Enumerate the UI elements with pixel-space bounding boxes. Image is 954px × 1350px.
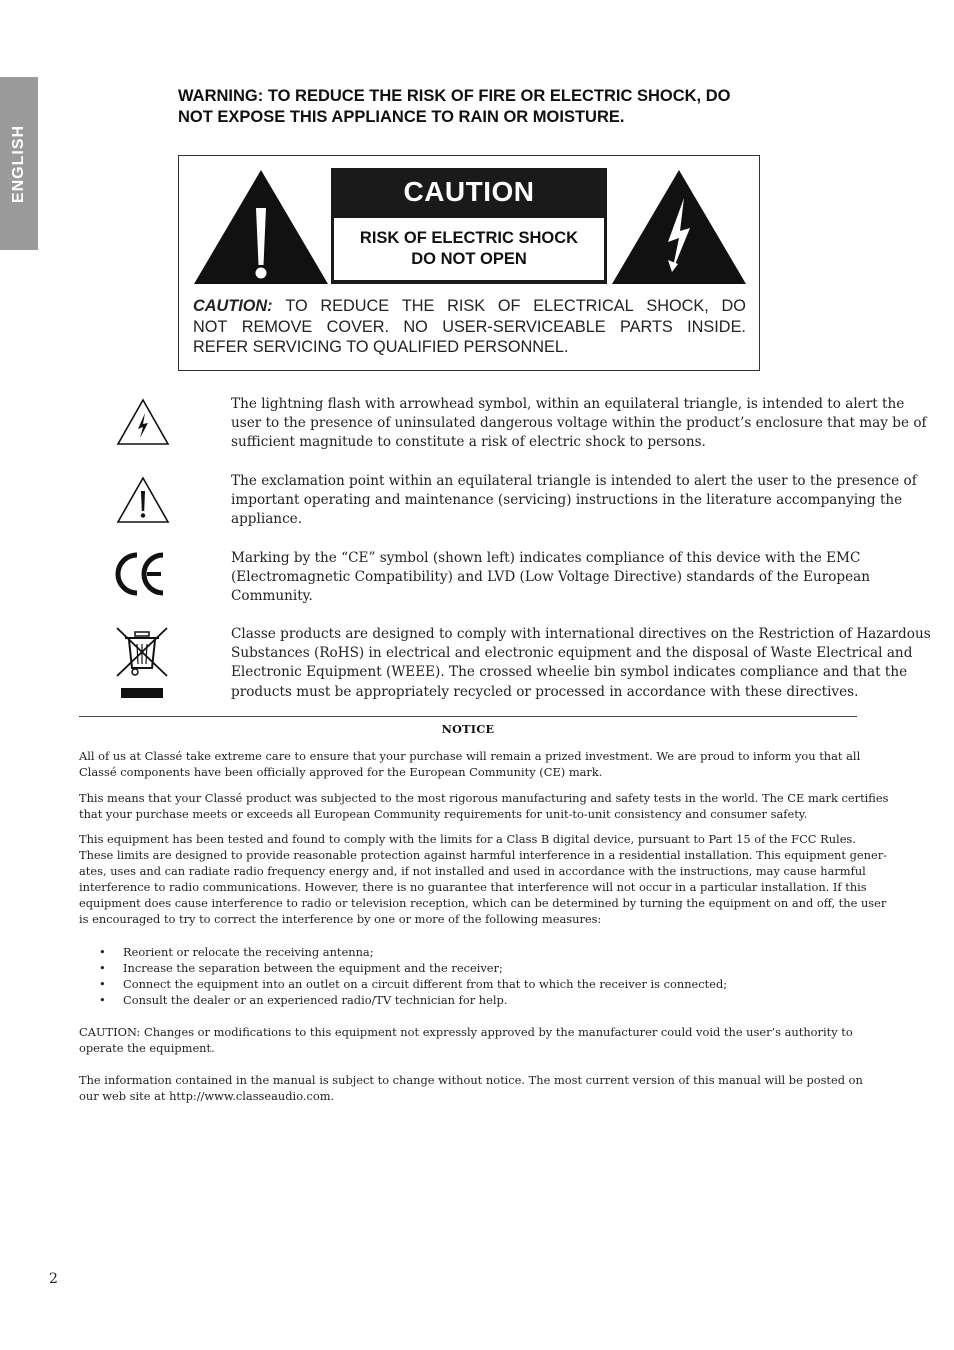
warning-line: NOT EXPOSE THIS APPLIANCE TO RAIN OR MOISTURE.: [178, 108, 625, 126]
paragraph-line: The information contained in the manual is subject to change without notice. The most current version of this manual will be posted on: [79, 1073, 863, 1087]
section-divider: [79, 716, 857, 717]
exclamation-triangle-icon: [192, 168, 330, 286]
paragraph-line: This equipment has been tested and found to comply with the limits for a Class B digital device, pursuant to Part 15 of the FCC Rules.: [79, 832, 856, 846]
description-line: Electronic Equipment (WEEE). The crossed wheelie bin symbol indicates compliance and that the: [231, 664, 908, 681]
description-line: Substances (RoHS) in electrical and electronic equipment and the disposal of Waste Electrical and: [231, 645, 913, 662]
description-line: Marking by the “CE” symbol (shown left) indicates compliance of this device with the EMC: [231, 550, 861, 566]
notice-paragraph: [79, 748, 869, 780]
list-item-text: Connect the equipment into an outlet on a circuit different from that to which the receiver is connected;: [123, 977, 728, 991]
caution-word: REDUCE: [320, 297, 390, 315]
lightning-triangle-icon: [610, 168, 748, 286]
caution-statement-line: REFER SERVICING TO QUALIFIED PERSONNEL.: [193, 338, 569, 356]
paragraph-line: operate the equipment.: [79, 1041, 215, 1055]
caution-word: COVER.: [326, 317, 390, 336]
description-line: The exclamation point within an equilateral triangle is intended to alert the user to the presence of: [231, 473, 917, 489]
symbol-description: [231, 549, 871, 607]
bullet-mark: •: [99, 945, 106, 959]
risk-label-line: RISK OF ELECTRIC SHOCK: [359, 229, 579, 247]
paragraph-line: Classé components have been officially approved for the European Community (CE) mark.: [79, 765, 603, 779]
paragraph-line: that your purchase meets or exceeds all European Community requirements for unit-to-unit consistency and consumer safety.: [79, 807, 808, 821]
caution-statement-line: [193, 296, 746, 317]
paragraph-line: These limits are designed to provide reasonable protection against harmful interference in a residential installation. This equipment gener-: [79, 848, 887, 862]
caution-word: PARTS: [620, 317, 673, 336]
description-line: Community.: [231, 588, 313, 605]
bullet-mark: •: [99, 993, 106, 1007]
symbol-description: [231, 472, 917, 530]
caution-word: THE: [401, 297, 435, 315]
caution-word: USER-SERVICEABLE: [442, 317, 606, 336]
list-item: [79, 944, 859, 960]
list-item-text: Consult the dealer or an experienced radio/TV technician for help.: [123, 993, 508, 1007]
risk-label-line: DO NOT OPEN: [411, 250, 527, 268]
paragraph-line: CAUTION: Changes or modifications to this equipment not expressly approved by the manufacturer could void the user’s authority to: [79, 1025, 853, 1039]
paragraph-line: ates, uses and can radiate radio frequency energy and, if not installed and used in accordance with the instructions, may cause harmful: [79, 864, 866, 878]
description-line: Classe products are designed to comply with international directives on the Restriction of Hazardous: [231, 626, 931, 642]
caution-word: INSIDE.: [687, 317, 746, 336]
notice-paragraph: [79, 790, 889, 822]
description-line: user to the presence of uninsulated dangerous voltage within the product’s enclosure that may be of: [231, 415, 927, 432]
symbol-description: [231, 625, 931, 702]
list-item: [79, 976, 859, 992]
exclamation-triangle-icon: [116, 476, 170, 524]
list-item: [79, 960, 859, 976]
caution-title: CAUTION: [403, 176, 535, 207]
measures-list: [79, 944, 859, 1008]
caution-word: ELECTRICAL: [533, 297, 634, 315]
caution-panel: [331, 168, 607, 284]
list-item: [79, 992, 859, 1008]
bullet-mark: •: [99, 977, 106, 991]
caution-word: SHOCK,: [646, 297, 709, 315]
description-line: important operating and maintenance (servicing) instructions in the literature accompanying the: [231, 492, 903, 509]
description-line: products must be appropriately recycled or processed in accordance with these directives.: [231, 683, 859, 700]
list-item-text: Reorient or relocate the receiving antenna;: [123, 945, 374, 959]
caution-word: NOT: [193, 317, 228, 336]
paragraph-line: interference to radio communications. However, there is no guarantee that interference will not occur in a particular installation. If this: [79, 880, 867, 894]
description-line: sufficient magnitude to constitute a risk of electric shock to persons.: [231, 434, 706, 451]
caution-word: REMOVE: [241, 317, 313, 336]
caution-lead: CAUTION:: [193, 297, 273, 315]
caution-box: [178, 155, 760, 371]
caution-statement: [193, 296, 746, 358]
description-line: appliance.: [231, 511, 303, 528]
caution-word: DO: [721, 297, 746, 315]
warning-line: WARNING: TO REDUCE THE RISK OF FIRE OR ELECTRIC SHOCK, DO: [178, 87, 731, 105]
ce-mark-icon: [113, 551, 167, 597]
language-tab-label: ENGLISH: [10, 124, 27, 203]
paragraph-line: equipment does cause interference to radio or television reception, which can be determined by turning the equipment on and off, the user: [79, 896, 887, 910]
fcc-paragraph: [79, 831, 887, 927]
description-line: (Electromagnetic Compatibility) and LVD (Low Voltage Directive) standards of the European: [231, 569, 871, 586]
risk-label: [334, 218, 604, 280]
symbol-description: [231, 395, 927, 453]
paragraph-line: our web site at http://www.classeaudio.com.: [79, 1089, 335, 1103]
paragraph-line: is encouraged to try to correct the interference by one or more of the following measures:: [79, 912, 602, 926]
caution-word: OF: [497, 297, 521, 315]
caution-word: TO: [285, 297, 308, 315]
paragraph-line: This means that your Classé product was subjected to the most rigorous manufacturing and safety tests in the world. The CE mark certifies: [79, 791, 889, 805]
info-paragraph: [79, 1072, 869, 1104]
description-line: The lightning flash with arrowhead symbol, within an equilateral triangle, is intended to alert the: [231, 396, 905, 412]
warning-heading: [178, 86, 778, 128]
notice-title: NOTICE: [441, 722, 495, 736]
caution-word: NO: [403, 317, 428, 336]
paragraph-line: All of us at Classé take extreme care to ensure that your purchase will remain a prized investment. We are proud to inform you that all: [79, 749, 861, 763]
lightning-triangle-icon: [116, 398, 170, 446]
bullet-mark: •: [99, 961, 106, 975]
page-number: 2: [49, 1271, 58, 1287]
caution-paragraph: [79, 1024, 869, 1056]
caution-word: RISK: [447, 297, 486, 315]
caution-statement-line: [193, 317, 746, 338]
crossed-wheelie-bin-icon: [115, 626, 169, 700]
list-item-text: Increase the separation between the equipment and the receiver;: [123, 961, 503, 975]
language-tab: [0, 77, 38, 250]
